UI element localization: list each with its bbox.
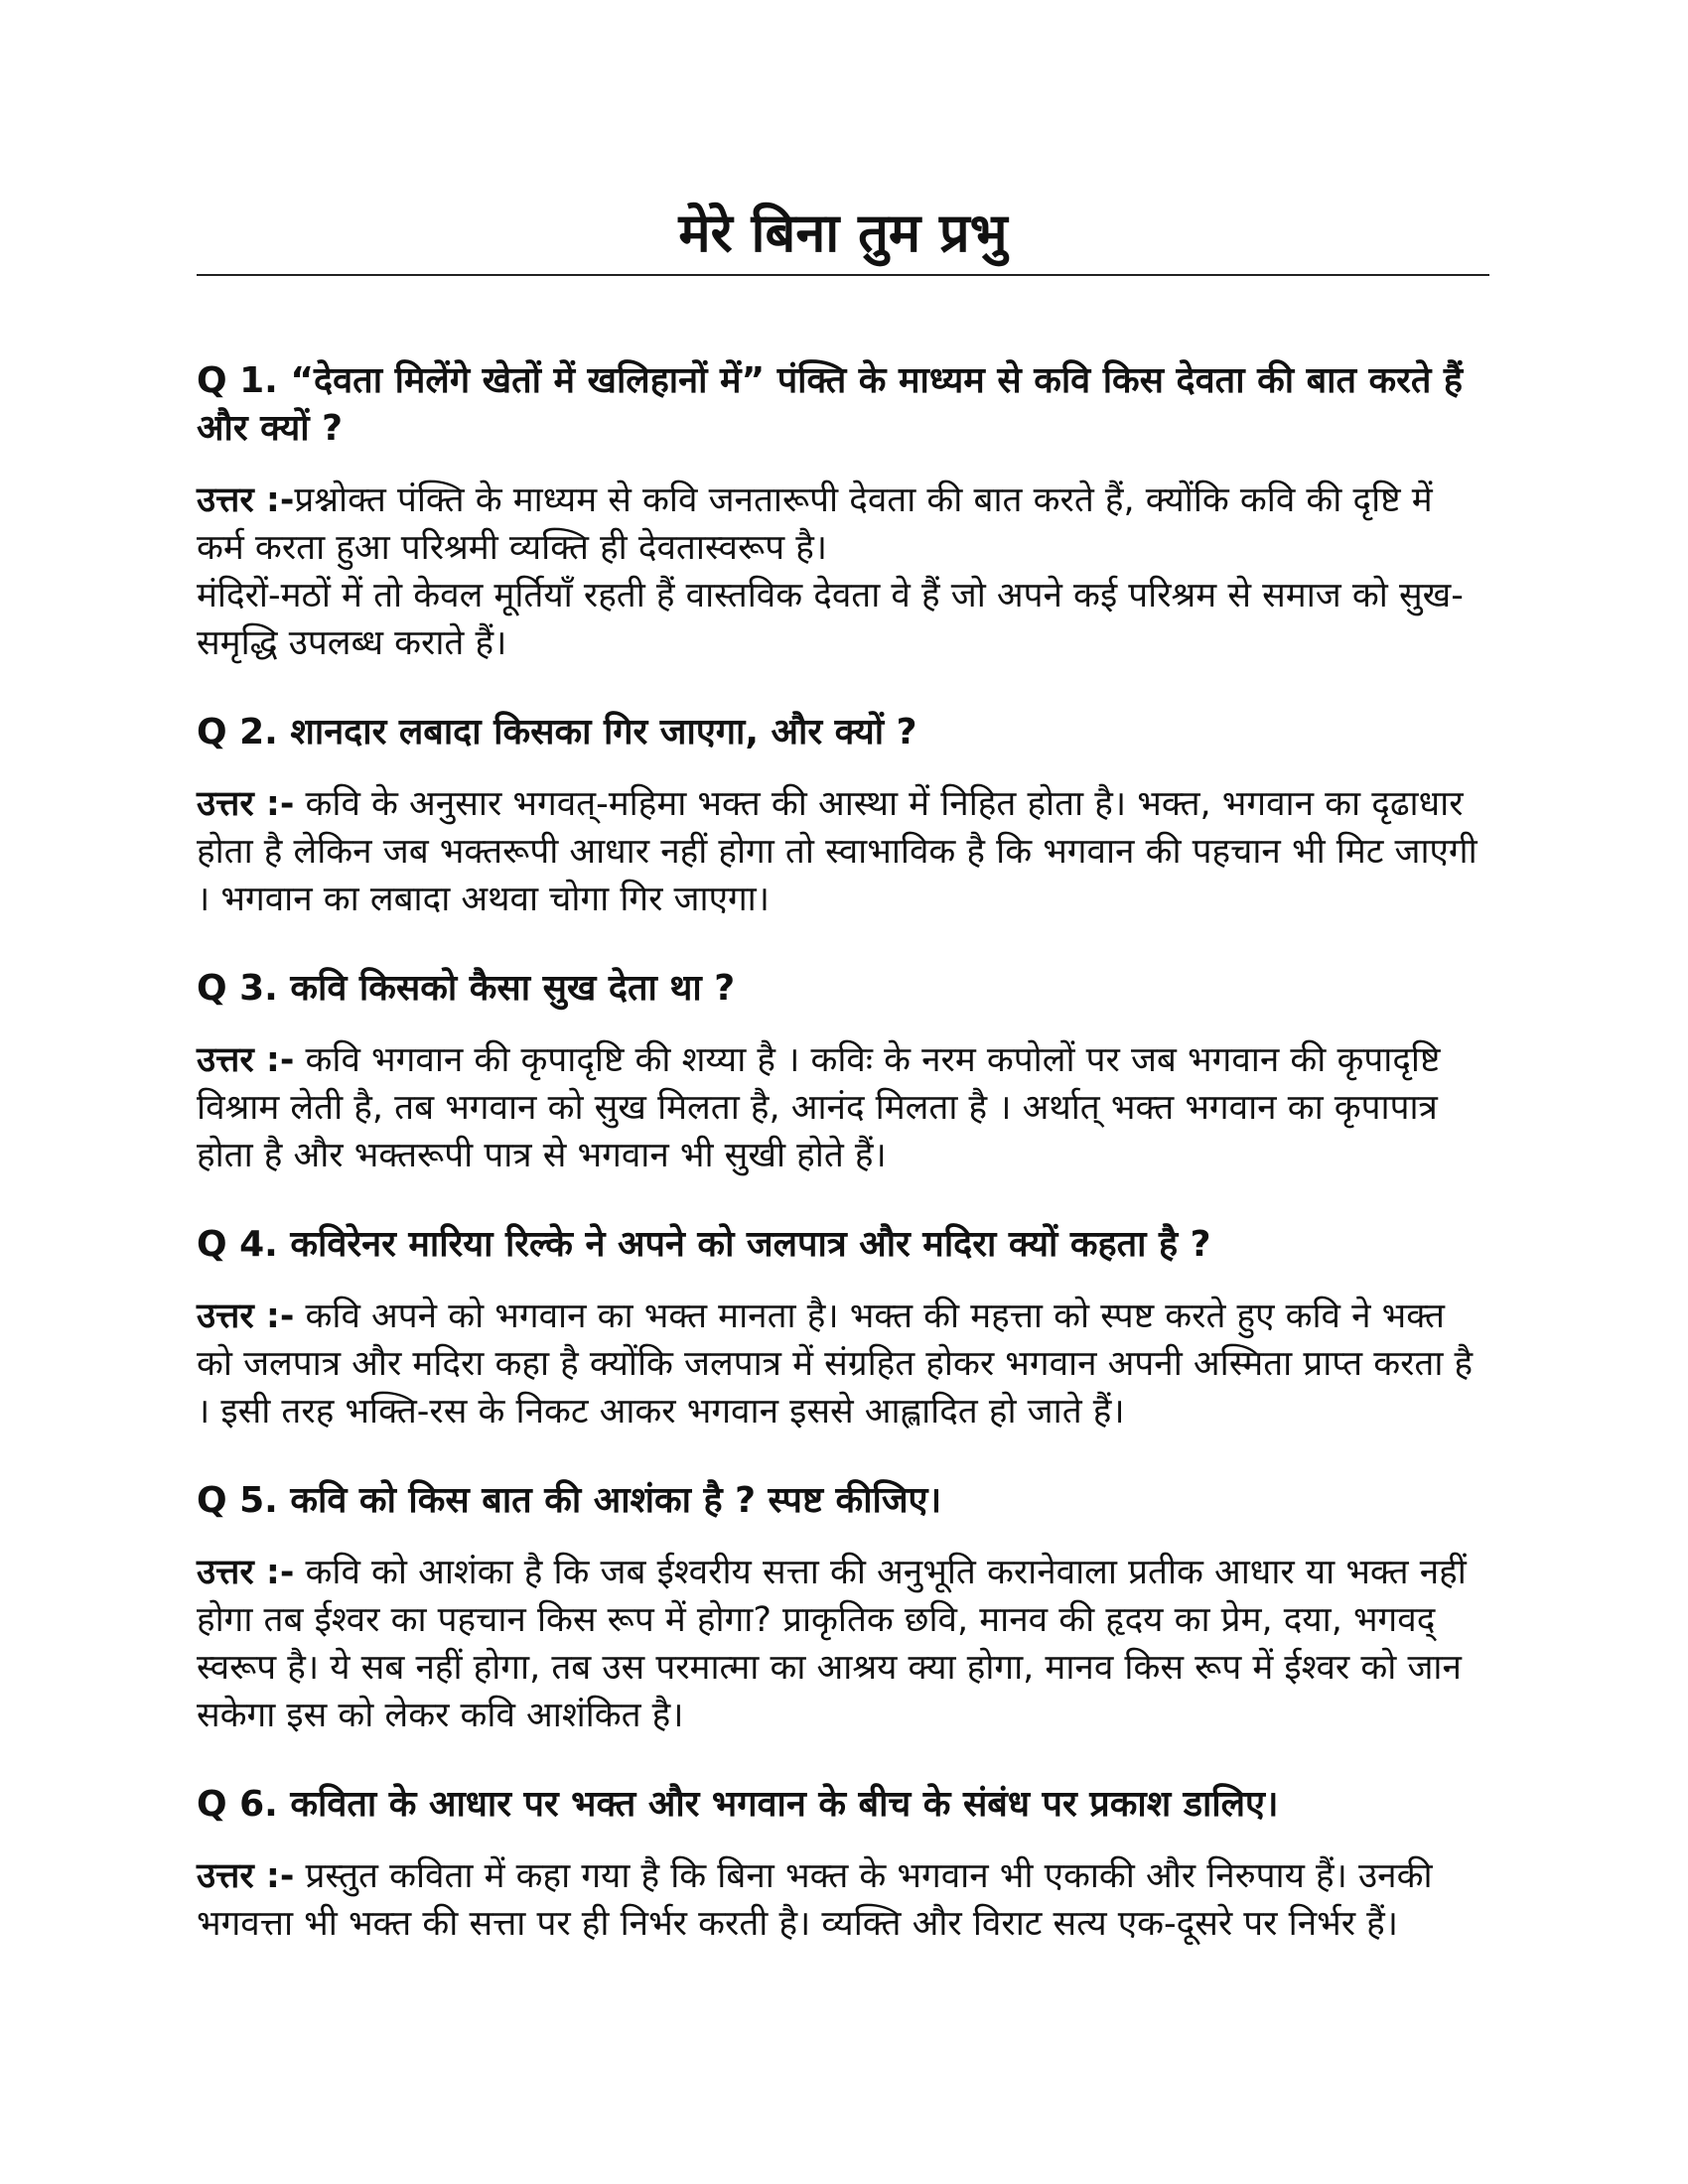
qa-item-3	[197, 965, 1489, 1179]
qa-list	[197, 357, 1489, 1948]
qa-item-6	[197, 1781, 1489, 1948]
answer-text: कवि भगवान की कृपादृष्टि की शय्या है । कविः के नरम कपोलों पर जब भगवान की कृपादृष्टि विश्राम लेती है, तब भगवान को सुख मिलता है, आनंद मिलता है । अर्थात् भक्त भगवान का कृपापात्र होता है और भक्तरूपी पात्र से भगवान भी सुखी होते हैं।	[197, 1040, 1441, 1175]
question-6: Q 6. कविता के आधार पर भक्त और भगवान के बीच के संबंध पर प्रकाश डालिए।	[197, 1784, 1279, 1825]
title-underline	[197, 274, 1489, 276]
page-title: मेरे बिना तुम प्रभु	[678, 202, 1008, 264]
answer-3	[197, 1036, 1489, 1179]
answer-3-paragraph-1	[197, 1036, 1489, 1179]
answer-label: उत्तर :-	[197, 1297, 295, 1336]
qa-item-2	[197, 709, 1489, 923]
question-3: Q 3. कवि किसको कैसा सुख देता था ?	[197, 968, 736, 1009]
answer-5	[197, 1549, 1489, 1739]
question-2: Q 2. शानदार लबादा किसका गिर जाएगा, और क्यों ?	[197, 712, 917, 752]
qa-item-1	[197, 357, 1489, 667]
answer-1-paragraph-1	[197, 477, 1489, 572]
answer-6-paragraph-1	[197, 1852, 1489, 1948]
answer-2	[197, 780, 1489, 923]
question-1: Q 1. “देवता मिलेंगे खेतों में खलिहानों में” पंक्ति के माध्यम से कवि किस देवता की बात करते हैं और क्यों ?	[197, 360, 1464, 449]
qa-item-4	[197, 1221, 1489, 1435]
answer-text: प्रश्नोक्त पंक्ति के माध्यम से कवि जनतारूपी देवता की बात करते हैं, क्योंकि कवि की दृष्टि में कर्म करता हुआ परिश्रमी व्यक्ति ही देवतास्वरूप है।	[197, 480, 1433, 568]
qa-item-5	[197, 1477, 1489, 1739]
answer-1	[197, 477, 1489, 667]
answer-4-paragraph-1	[197, 1293, 1489, 1435]
document-page	[197, 0, 1489, 1989]
answer-label: उत्तर :-	[197, 784, 295, 824]
question-4: Q 4. कविरेनर मारिया रिल्के ने अपने को जलपात्र और मदिरा क्यों कहता है ?	[197, 1224, 1211, 1265]
answer-label: उत्तर :-	[197, 1040, 295, 1080]
question-5: Q 5. कवि को किस बात की आशंका है ? स्पष्ट कीजिए।	[197, 1480, 942, 1521]
answer-text: कवि को आशंका है कि जब ईश्वरीय सत्ता की अनुभूति करानेवाला प्रतीक आधार या भक्त नहीं होगा तब ईश्वर का पहचान किस रूप में होगा? प्राकृतिक छवि, मानव की हृदय का प्रेम, दया, भगवद् स्वरूप है। ये सब नहीं होगा, तब उस परमात्मा का आश्रय क्या होगा, मानव किस रूप में ईश्वर को जान सकेगा इस को लेकर कवि आशंकित है।	[197, 1553, 1467, 1735]
answer-2-paragraph-1	[197, 780, 1489, 923]
answer-label: उत्तर :-	[197, 1553, 295, 1592]
answer-text: कवि अपने को भगवान का भक्त मानता है। भक्त की महत्ता को स्पष्ट करते हुए कवि ने भक्त को जलपात्र और मदिरा कहा है क्योंकि जलपात्र में संग्रहित होकर भगवान अपनी अस्मिता प्राप्त करता है । इसी तरह भक्ति-रस के निकट आकर भगवान इससे आह्लादित हो जाते हैं।	[197, 1297, 1474, 1432]
answer-label: उत्तर :-	[197, 480, 295, 520]
answer-label: उत्तर :-	[197, 1856, 295, 1896]
answer-5-paragraph-1	[197, 1549, 1489, 1739]
answer-6	[197, 1852, 1489, 1948]
answer-text: प्रस्तुत कविता में कहा गया है कि बिना भक्त के भगवान भी एकाकी और निरुपाय हैं। उनकी भगवत्ता भी भक्त की सत्ता पर ही निर्भर करती है। व्यक्ति और विराट सत्य एक-दूसरे पर निर्भर हैं।	[197, 1856, 1433, 1944]
answer-1-paragraph-2: मंदिरों-मठों में तो केवल मूर्तियाँ रहती हैं वास्तविक देवता वे हैं जो अपने कई परिश्रम से समाज को सुख-समृद्धि उपलब्ध कराते हैं।	[197, 576, 1464, 663]
answer-4	[197, 1293, 1489, 1435]
answer-text: कवि के अनुसार भगवत्-महिमा भक्त की आस्था में निहित होता है। भक्त, भगवान का दृढाधार होता है लेकिन जब भक्तरूपी आधार नहीं होगा तो स्वाभाविक है कि भगवान की पहचान भी मिट जाएगी । भगवान का लबादा अथवा चोगा गिर जाएगा।	[197, 784, 1477, 919]
